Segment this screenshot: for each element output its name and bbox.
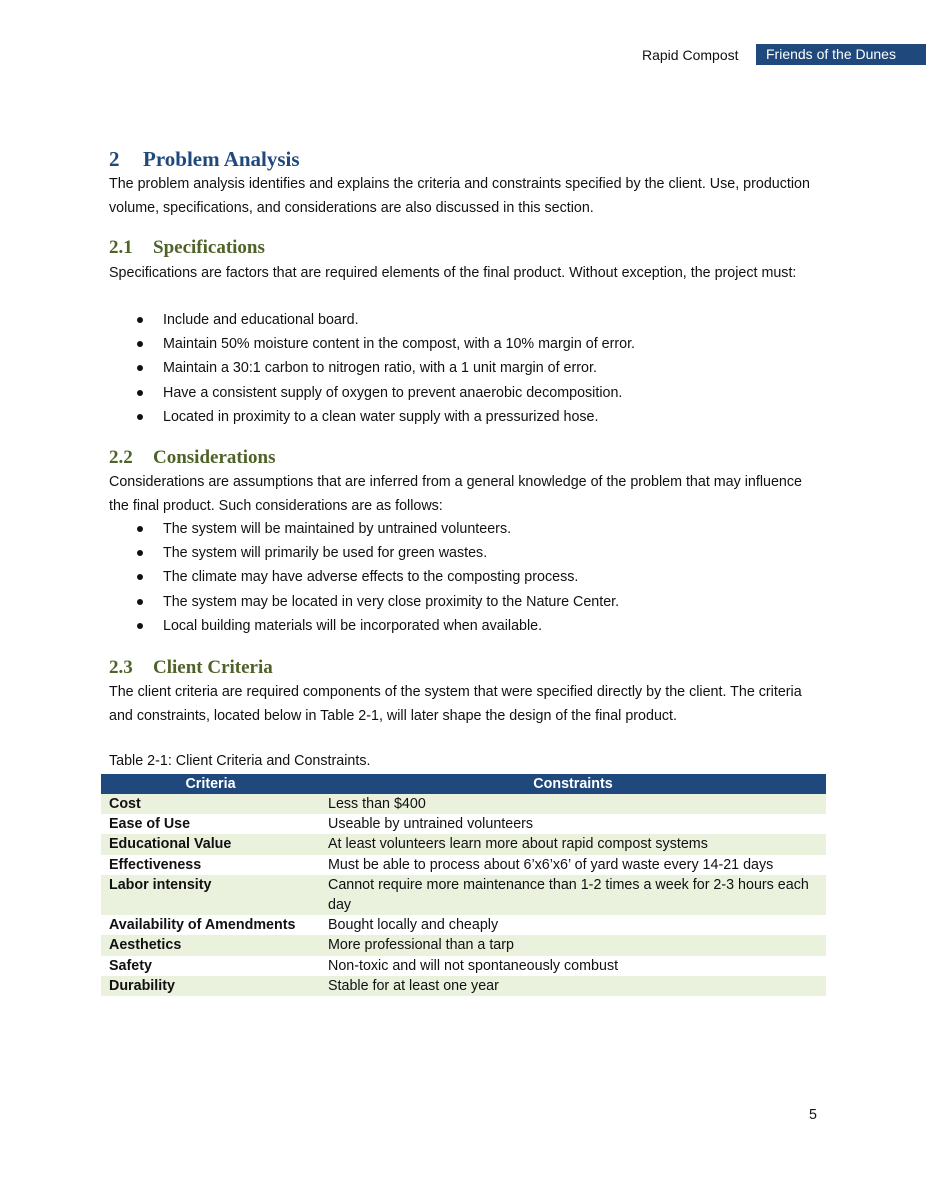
criteria-cell: Durability — [101, 976, 320, 996]
section-2-3-paragraph: The client criteria are required components of the system that were specified directly by the client. The criteria and constraints, located below in Table 2-1, will later shape the design of the final product. — [109, 684, 802, 724]
specifications-list — [109, 308, 635, 429]
criteria-cell: Educational Value — [101, 834, 320, 854]
list-item: The climate may have adverse effects to the composting process. — [109, 565, 619, 589]
constraint-cell: More professional than a tarp — [320, 935, 826, 955]
list-item: The system will be maintained by untrained volunteers. — [109, 517, 619, 541]
constraint-cell: Stable for at least one year — [320, 976, 826, 996]
bullet-icon — [137, 365, 143, 371]
section-2-2-paragraph: Considerations are assumptions that are inferred from a general knowledge of the problem that may influence the final product. Such considerations are as follows: — [109, 474, 802, 514]
table-row — [101, 814, 826, 834]
table-row — [101, 935, 826, 955]
criteria-cell: Effectiveness — [109, 856, 202, 873]
column-header: Criteria — [101, 774, 320, 794]
header-org-name: Friends of the Dunes — [756, 44, 926, 65]
bullet-icon — [137, 623, 143, 629]
constraint-cell: Bought locally and cheaply — [328, 917, 499, 934]
page-number: 5 — [809, 1107, 817, 1123]
list-item: The system may be located in very close proximity to the Nature Center. — [109, 590, 619, 614]
section-heading-2 — [109, 146, 300, 172]
list-item: Maintain 50% moisture content in the compost, with a 10% margin of error. — [109, 332, 635, 356]
constraint-cell: Must be able to process about 6’x6’x6’ of yard waste every 14-21 days — [328, 856, 774, 873]
section-heading-2-2 — [109, 446, 275, 470]
table-row — [101, 875, 826, 915]
section-2-paragraph: The problem analysis identifies and explains the criteria and constraints specified by the client. Use, production volume, specifications, and considerations are also discussed in this section. — [109, 176, 810, 216]
table-row — [101, 915, 826, 935]
criteria-cell: Ease of Use — [109, 816, 191, 833]
bullet-icon — [137, 574, 143, 580]
bullet-icon — [137, 317, 143, 323]
section-number: 2.2 — [109, 447, 133, 468]
table-row — [101, 834, 826, 854]
bullet-icon — [137, 526, 143, 532]
table-header-row — [101, 774, 826, 794]
list-item: Include and educational board. — [109, 308, 635, 332]
table-row — [101, 855, 826, 875]
criteria-table — [101, 774, 826, 996]
list-item: Located in proximity to a clean water supply with a pressurized hose. — [109, 405, 635, 429]
section-title: Problem Analysis — [143, 147, 300, 171]
header-doc-title: Rapid Compost — [642, 47, 739, 63]
table-row — [101, 976, 826, 996]
bullet-icon — [137, 599, 143, 605]
list-item: Have a consistent supply of oxygen to prevent anaerobic decomposition. — [109, 381, 635, 405]
section-heading-2-3 — [109, 656, 273, 680]
column-header: Constraints — [320, 774, 826, 794]
table-row — [101, 794, 826, 814]
table-caption: Table 2-1: Client Criteria and Constraints. — [109, 753, 371, 769]
section-title: Client Criteria — [153, 657, 273, 678]
section-number: 2.3 — [109, 657, 133, 678]
section-number: 2.1 — [109, 237, 133, 258]
constraint-cell: At least volunteers learn more about rapid compost systems — [320, 834, 826, 854]
criteria-cell: Cost — [101, 794, 320, 814]
criteria-cell: Availability of Amendments — [109, 917, 296, 934]
criteria-cell: Labor intensity — [101, 875, 320, 915]
constraint-cell: Less than $400 — [320, 794, 826, 814]
list-item: The system will primarily be used for green wastes. — [109, 541, 619, 565]
bullet-icon — [137, 550, 143, 556]
considerations-list — [109, 517, 619, 638]
list-item: Maintain a 30:1 carbon to nitrogen ratio, with a 1 unit margin of error. — [109, 356, 635, 380]
bullet-icon — [137, 390, 143, 396]
section-2-1-paragraph: Specifications are factors that are required elements of the final product. Without exception, the project must: — [109, 265, 797, 281]
constraint-cell: Useable by untrained volunteers — [328, 816, 534, 833]
section-heading-2-1 — [109, 236, 265, 260]
bullet-icon — [137, 414, 143, 420]
criteria-cell: Safety — [109, 957, 152, 974]
list-item: Local building materials will be incorporated when available. — [109, 614, 619, 638]
bullet-icon — [137, 341, 143, 347]
section-title: Specifications — [153, 237, 265, 258]
table-row — [101, 956, 826, 976]
constraint-cell: Non-toxic and will not spontaneously combust — [328, 957, 619, 974]
criteria-cell: Aesthetics — [101, 935, 320, 955]
section-title: Considerations — [153, 447, 276, 468]
constraint-cell: Cannot require more maintenance than 1-2 times a week for 2-3 hours each day — [320, 875, 826, 915]
section-number: 2 — [109, 147, 120, 171]
